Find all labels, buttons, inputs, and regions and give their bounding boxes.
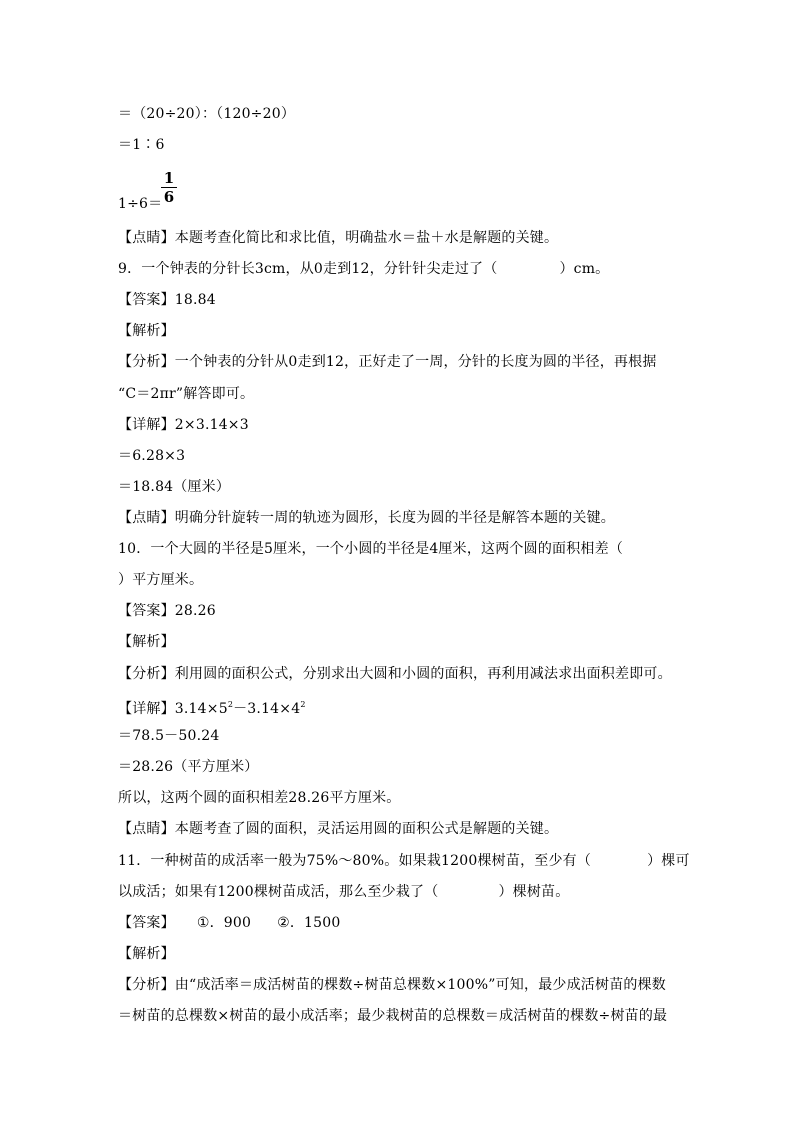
step-line: ＝1∶6 [118,137,165,153]
step-line: ＝78.5－50.24 [118,728,220,744]
fraction-denominator: 6 [163,188,175,206]
answer-part-1: ①．900 [196,915,252,931]
answer-line: 【答案】18.84 [118,292,216,308]
analysis-heading: 【解析】 [118,946,175,962]
question-10: 10．一个大圆的半径是5厘米，一个小圆的半径是4厘米，这两个圆的面积相差（ [118,541,624,557]
step-line: ＝6.28×3 [118,448,186,464]
exponent: 2 [300,700,306,709]
step-line: 1÷6＝ [118,196,163,212]
answer-line [118,913,340,933]
question-9-unit: ）cm。 [559,261,610,277]
step-line: ＝（20÷20）：（120÷20） [118,106,296,122]
analysis-line: 【分析】利用圆的面积公式，分别求出大圆和小圆的面积，再利用减法求出面积差即可。 [118,666,672,682]
question-11-text: 11．一种树苗的成活率一般为75%～80%。如果栽1200棵树苗，至少有（ [118,853,592,869]
question-11-text-4: ）棵树苗。 [498,884,570,900]
question-9 [118,259,609,279]
question-11-cont [118,882,569,902]
question-10-cont: ）平方厘米。 [118,572,204,588]
analysis-line: “C＝2πr”解答即可。 [118,386,255,402]
detail-line [118,695,306,719]
answer-part-2: ②．1500 [277,915,341,931]
question-11-text-3: 以成活；如果有1200棵树苗成活，那么至少栽了（ [118,884,439,900]
conclusion-line: 所以，这两个圆的面积相差28.26平方厘米。 [118,790,401,806]
exponent: 2 [227,700,234,709]
step-line: ＝18.84（厘米） [118,479,231,495]
analysis-heading: 【解析】 [118,323,175,339]
fraction-one-sixth [160,170,178,205]
detail-line: 【详解】2×3.14×3 [118,417,249,433]
question-9-text: 9．一个钟表的分针长3cm，从0走到12，分针针尖走过了（ [118,261,498,277]
answer-label: 【答案】 [118,915,175,931]
step-line: ＝28.26（平方厘米） [118,759,259,775]
answer-line: 【答案】28.26 [118,603,216,619]
key-point-line: 【点睛】本题考查化简比和求比值，明确盐水＝盐＋水是解题的关键。 [118,230,559,246]
detail-term-1: 【详解】3.14×5 [118,701,228,717]
question-11 [118,851,690,871]
question-11-text-2: ）棵可 [647,853,690,869]
detail-term-2: －3.14×4 [233,701,301,717]
analysis-line: 【分析】一个钟表的分针从0走到12，正好走了一周，分针的长度为圆的半径，再根据 [118,354,657,370]
analysis-line: ＝树苗的总棵数×树苗的最小成活率；最少栽树苗的总棵数＝成活树苗的棵数÷树苗的最 [118,1008,668,1024]
fraction-numerator: 1 [163,169,175,187]
analysis-heading: 【解析】 [118,634,175,650]
analysis-line: 【分析】由“成活率＝成活树苗的棵数÷树苗总棵数×100%”可知，最少成活树苗的棵数 [118,977,666,993]
key-point-line: 【点睛】本题考查了圆的面积，灵活运用圆的面积公式是解题的关键。 [118,821,559,837]
key-point-line: 【点睛】明确分针旋转一周的轨迹为圆形，长度为圆的半径是解答本题的关键。 [118,510,615,526]
